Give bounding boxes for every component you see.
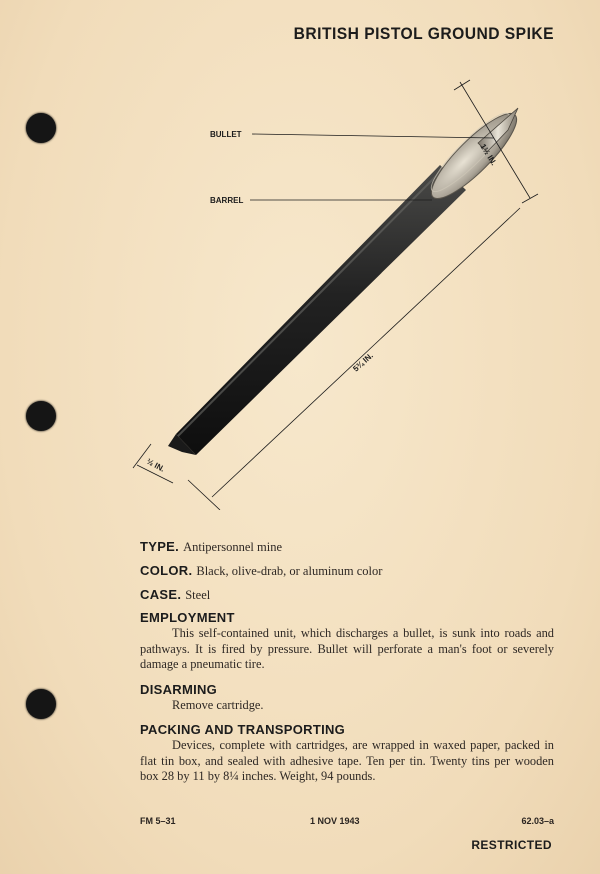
employment-heading: EMPLOYMENT [140, 610, 235, 625]
case-line [140, 586, 554, 604]
footer-manual: FM 5–31 [140, 816, 176, 826]
label-barrel: BARREL [210, 196, 244, 205]
color-value: Black, olive-drab, or aluminum color [196, 564, 383, 578]
footer-page-ref: 62.03–a [521, 816, 554, 826]
case-value: Steel [185, 588, 211, 602]
packing-heading: PACKING AND TRANSPORTING [140, 722, 346, 737]
type-line [140, 538, 554, 556]
type-label: TYPE. [140, 539, 180, 554]
color-label: COLOR. [140, 563, 193, 578]
footer-date: 1 NOV 1943 [310, 816, 360, 826]
packing-section [140, 722, 554, 785]
disarming-heading: DISARMING [140, 682, 218, 697]
dimension-length: 5¾ IN. [351, 351, 375, 374]
employment-section [140, 610, 554, 673]
binder-hole-bottom [26, 689, 56, 719]
employment-text: This self-contained unit, which discharges a bullet, is sunk into roads and pathways. It is fired by pressure. Bullet will perforate a man's foot or severely damage a pneumatic tire. [140, 626, 554, 671]
color-line [140, 562, 554, 580]
dimension-disc: 1½ IN. [478, 142, 499, 168]
packing-text: Devices, complete with cartridges, are wrapped in waxed paper, packed in flat tin box, and sealed with adhesive tape. Ten per tin. Twenty tins per wooden box 28 by 11 by 8¼ inches. Weight, 94 pounds. [140, 738, 554, 783]
disarming-section [140, 682, 554, 713]
page-title: BRITISH PISTOL GROUND SPIKE [293, 24, 554, 43]
dimension-tip: ½ IN. [145, 456, 167, 474]
case-label: CASE. [140, 587, 182, 602]
spike-illustration [0, 60, 600, 510]
type-value: Antipersonnel mine [183, 540, 283, 554]
barrel-shape [168, 165, 466, 455]
classification-marking: RESTRICTED [471, 838, 552, 852]
disarming-text: Remove cartridge. [172, 698, 264, 712]
label-bullet: BULLET [210, 130, 242, 139]
